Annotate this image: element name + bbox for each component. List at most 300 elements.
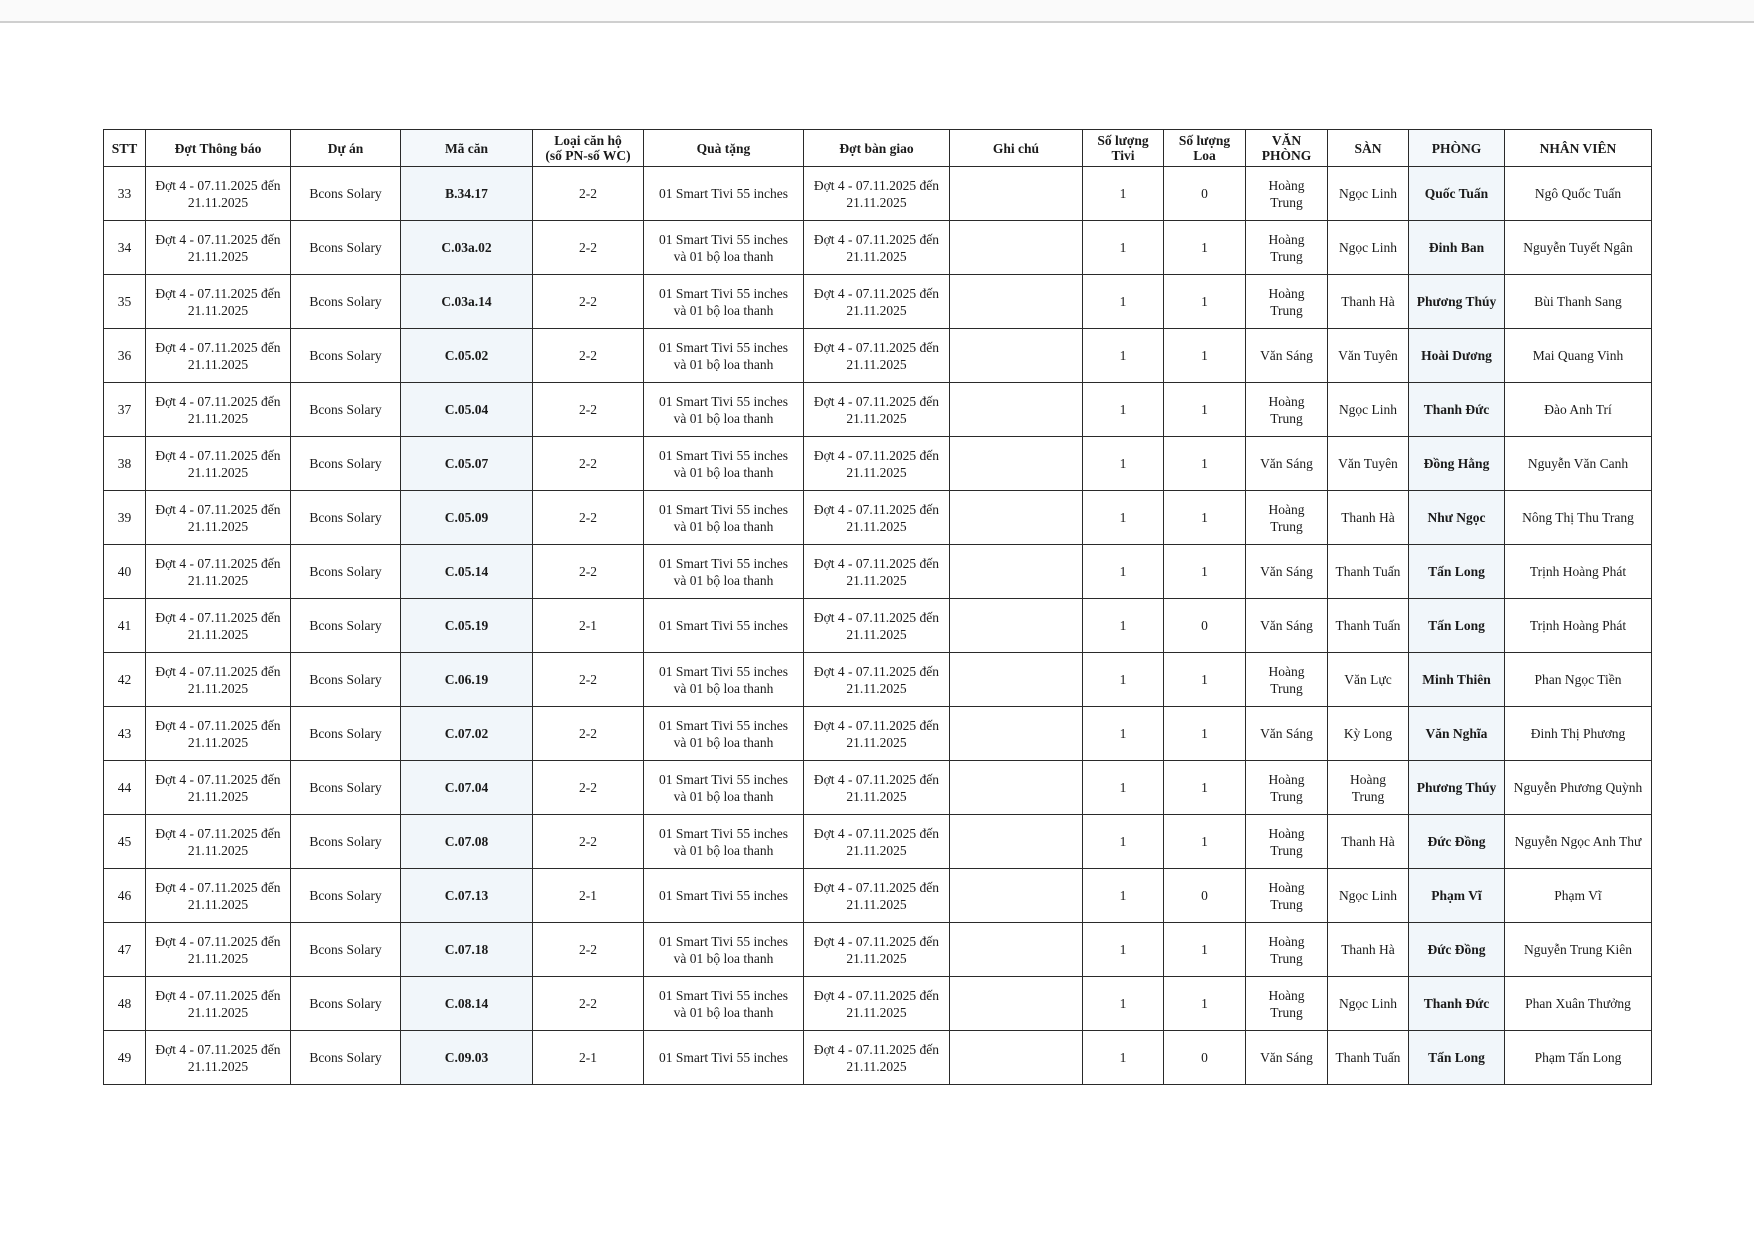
cell-ghi-chu <box>950 383 1083 437</box>
san-line1: Thanh Hà <box>1341 834 1395 849</box>
cell-nhan-vien: Nguyễn Văn Canh <box>1505 437 1652 491</box>
dot-bg-line2: 21.11.2025 <box>846 356 907 372</box>
cell-nhan-vien: Phạm Tấn Long <box>1505 1031 1652 1085</box>
dot-tb-line1: Đợt 4 - 07.11.2025 đến <box>155 555 281 571</box>
cell-sl-loa: 1 <box>1164 761 1246 815</box>
cell-dot-thong-bao <box>146 329 291 383</box>
cell-san <box>1328 383 1409 437</box>
cell-san <box>1328 923 1409 977</box>
cell-loai-can-ho: 2-1 <box>533 1031 644 1085</box>
cell-dot-ban-giao <box>804 329 950 383</box>
header-sl-tivi <box>1083 130 1164 167</box>
dot-bg-line2: 21.11.2025 <box>846 842 907 858</box>
cell-qua-tang <box>644 221 804 275</box>
qua-line1: 01 Smart Tivi 55 inches <box>658 771 788 787</box>
qua-line1: 01 Smart Tivi 55 inches <box>658 555 788 571</box>
cell-ma-can: C.07.02 <box>401 707 533 761</box>
qua-line2: và 01 bộ loa thanh <box>673 518 774 534</box>
vp-line1: Hoàng <box>1268 771 1305 787</box>
header-stt: STT <box>104 130 146 167</box>
cell-sl-loa: 1 <box>1164 923 1246 977</box>
cell-nhan-vien: Phan Xuân Thưởng <box>1505 977 1652 1031</box>
cell-nhan-vien: Phan Ngọc Tiền <box>1505 653 1652 707</box>
cell-san <box>1328 977 1409 1031</box>
cell-loai-can-ho: 2-2 <box>533 653 644 707</box>
dot-tb-line2: 21.11.2025 <box>187 896 249 912</box>
cell-qua-tang <box>644 923 804 977</box>
cell-van-phong <box>1246 761 1328 815</box>
cell-ma-can: C.09.03 <box>401 1031 533 1085</box>
qua-line2: và 01 bộ loa thanh <box>673 302 774 318</box>
cell-stt: 37 <box>104 383 146 437</box>
cell-ghi-chu <box>950 761 1083 815</box>
qua-line2: và 01 bộ loa thanh <box>673 950 774 966</box>
cell-ghi-chu <box>950 815 1083 869</box>
cell-du-an: Bcons Solary <box>291 383 401 437</box>
cell-du-an: Bcons Solary <box>291 221 401 275</box>
san-line1: Thanh Tuấn <box>1335 564 1401 579</box>
dot-tb-line1: Đợt 4 - 07.11.2025 đến <box>155 663 281 679</box>
cell-dot-ban-giao <box>804 815 950 869</box>
cell-qua-tang <box>644 599 804 653</box>
cell-ma-can: C.03a.14 <box>401 275 533 329</box>
dot-bg-line2: 21.11.2025 <box>846 518 907 534</box>
dot-bg-line2: 21.11.2025 <box>846 896 907 912</box>
cell-sl-tivi: 1 <box>1083 923 1164 977</box>
vp-line2: Trung <box>1270 194 1303 210</box>
cell-ma-can: C.05.07 <box>401 437 533 491</box>
cell-stt: 34 <box>104 221 146 275</box>
cell-phong: Phương Thúy <box>1409 761 1505 815</box>
cell-dot-thong-bao <box>146 437 291 491</box>
qua-line2: và 01 bộ loa thanh <box>673 356 774 372</box>
san-line1: Ngọc Linh <box>1338 240 1398 255</box>
cell-loai-can-ho: 2-2 <box>533 221 644 275</box>
cell-sl-tivi: 1 <box>1083 167 1164 221</box>
cell-san <box>1328 167 1409 221</box>
header-loa-line1: Số lượng <box>1178 133 1231 148</box>
cell-sl-tivi: 1 <box>1083 491 1164 545</box>
cell-san <box>1328 653 1409 707</box>
table-row <box>104 275 1652 329</box>
cell-ghi-chu <box>950 653 1083 707</box>
cell-du-an: Bcons Solary <box>291 545 401 599</box>
cell-van-phong <box>1246 437 1328 491</box>
cell-sl-loa: 0 <box>1164 167 1246 221</box>
cell-nhan-vien: Bùi Thanh Sang <box>1505 275 1652 329</box>
dot-tb-line1: Đợt 4 - 07.11.2025 đến <box>155 933 281 949</box>
dot-bg-line2: 21.11.2025 <box>846 788 907 804</box>
cell-sl-tivi: 1 <box>1083 815 1164 869</box>
vp-line1: Hoàng <box>1268 933 1305 949</box>
header-phong: PHÒNG <box>1409 130 1505 167</box>
cell-nhan-vien: Trịnh Hoàng Phát <box>1505 545 1652 599</box>
dot-tb-line2: 21.11.2025 <box>187 1004 249 1020</box>
cell-dot-thong-bao <box>146 221 291 275</box>
vp-line2: Trung <box>1270 248 1303 264</box>
cell-nhan-vien: Nguyễn Tuyết Ngân <box>1505 221 1652 275</box>
cell-loai-can-ho: 2-1 <box>533 869 644 923</box>
cell-loai-can-ho: 2-2 <box>533 437 644 491</box>
dot-bg-line1: Đợt 4 - 07.11.2025 đến <box>813 825 940 841</box>
cell-stt: 44 <box>104 761 146 815</box>
cell-loai-can-ho: 2-2 <box>533 815 644 869</box>
cell-stt: 46 <box>104 869 146 923</box>
cell-dot-thong-bao <box>146 383 291 437</box>
vp-line2: Trung <box>1270 302 1303 318</box>
vp-line2: Trung <box>1270 950 1303 966</box>
dot-tb-line1: Đợt 4 - 07.11.2025 đến <box>155 987 281 1003</box>
cell-sl-tivi: 1 <box>1083 869 1164 923</box>
header-du-an: Dự án <box>291 130 401 167</box>
cell-sl-loa: 1 <box>1164 437 1246 491</box>
cell-du-an: Bcons Solary <box>291 167 401 221</box>
cell-qua-tang <box>644 383 804 437</box>
cell-ghi-chu <box>950 491 1083 545</box>
san-line1: Văn Tuyên <box>1338 456 1398 471</box>
cell-ghi-chu <box>950 275 1083 329</box>
qua-line1: 01 Smart Tivi 55 inches <box>658 663 788 679</box>
table-row <box>104 977 1652 1031</box>
vp-line1: Hoàng <box>1268 987 1305 1003</box>
cell-dot-thong-bao <box>146 599 291 653</box>
cell-qua-tang <box>644 653 804 707</box>
header-loai-line2: (số PN-số WC) <box>545 148 631 163</box>
header-vp-line1: VĂN <box>1271 133 1302 148</box>
cell-dot-ban-giao <box>804 761 950 815</box>
cell-phong: Thanh Đức <box>1409 383 1505 437</box>
cell-ghi-chu <box>950 221 1083 275</box>
dot-bg-line2: 21.11.2025 <box>846 950 907 966</box>
dot-bg-line2: 21.11.2025 <box>846 302 907 318</box>
cell-san <box>1328 545 1409 599</box>
san-line1: Thanh Tuấn <box>1335 618 1401 633</box>
cell-phong: Tấn Long <box>1409 545 1505 599</box>
qua-line1: 01 Smart Tivi 55 inches <box>658 447 788 463</box>
cell-sl-tivi: 1 <box>1083 761 1164 815</box>
cell-van-phong <box>1246 977 1328 1031</box>
table-row <box>104 545 1652 599</box>
header-loa-line2: Loa <box>1193 148 1216 163</box>
cell-sl-tivi: 1 <box>1083 545 1164 599</box>
cell-nhan-vien: Phạm Vĩ <box>1505 869 1652 923</box>
dot-bg-line2: 21.11.2025 <box>846 1058 907 1074</box>
vp-line1: Hoàng <box>1268 285 1305 301</box>
header-nhan-vien: NHÂN VIÊN <box>1505 130 1652 167</box>
cell-nhan-vien: Ngô Quốc Tuấn <box>1505 167 1652 221</box>
cell-qua-tang <box>644 761 804 815</box>
qua-line2: và 01 bộ loa thanh <box>673 788 774 804</box>
cell-van-phong <box>1246 599 1328 653</box>
header-dot-thong-bao: Đợt Thông báo <box>146 130 291 167</box>
cell-stt: 35 <box>104 275 146 329</box>
cell-sl-loa: 0 <box>1164 1031 1246 1085</box>
cell-qua-tang <box>644 167 804 221</box>
cell-ma-can: C.07.04 <box>401 761 533 815</box>
qua-line1: 01 Smart Tivi 55 inches <box>658 501 788 517</box>
header-ghi-chu: Ghi chú <box>950 130 1083 167</box>
cell-du-an: Bcons Solary <box>291 491 401 545</box>
dot-tb-line2: 21.11.2025 <box>187 734 249 750</box>
vp-line2: Trung <box>1270 410 1303 426</box>
cell-sl-tivi: 1 <box>1083 437 1164 491</box>
cell-du-an: Bcons Solary <box>291 923 401 977</box>
cell-van-phong <box>1246 491 1328 545</box>
cell-phong: Hoài Dương <box>1409 329 1505 383</box>
cell-ma-can: C.03a.02 <box>401 221 533 275</box>
cell-sl-tivi: 1 <box>1083 707 1164 761</box>
cell-phong: Văn Nghĩa <box>1409 707 1505 761</box>
cell-sl-tivi: 1 <box>1083 329 1164 383</box>
qua-line2: và 01 bộ loa thanh <box>673 680 774 696</box>
san-line1: Ngọc Linh <box>1338 996 1398 1011</box>
cell-ghi-chu <box>950 167 1083 221</box>
cell-phong: Minh Thiên <box>1409 653 1505 707</box>
qua-line1: 01 Smart Tivi 55 inches <box>658 1050 788 1065</box>
cell-nhan-vien: Đào Anh Trí <box>1505 383 1652 437</box>
qua-line2: và 01 bộ loa thanh <box>673 572 774 588</box>
dot-tb-line1: Đợt 4 - 07.11.2025 đến <box>155 1041 281 1057</box>
dot-tb-line2: 21.11.2025 <box>187 626 249 642</box>
cell-dot-ban-giao <box>804 221 950 275</box>
cell-qua-tang <box>644 707 804 761</box>
cell-phong: Đồng Hằng <box>1409 437 1505 491</box>
cell-san <box>1328 437 1409 491</box>
dot-bg-line1: Đợt 4 - 07.11.2025 đến <box>813 771 940 787</box>
cell-nhan-vien: Nguyễn Phương Quỳnh <box>1505 761 1652 815</box>
vp-line1: Văn Sáng <box>1260 618 1313 633</box>
san-line1: Thanh Hà <box>1341 942 1395 957</box>
cell-dot-thong-bao <box>146 1031 291 1085</box>
cell-nhan-vien: Nông Thị Thu Trang <box>1505 491 1652 545</box>
cell-ma-can: C.05.02 <box>401 329 533 383</box>
cell-qua-tang <box>644 545 804 599</box>
qua-line1: 01 Smart Tivi 55 inches <box>658 231 788 247</box>
cell-sl-tivi: 1 <box>1083 383 1164 437</box>
scan-line <box>0 21 1754 23</box>
cell-stt: 38 <box>104 437 146 491</box>
qua-line1: 01 Smart Tivi 55 inches <box>658 393 788 409</box>
dot-tb-line1: Đợt 4 - 07.11.2025 đến <box>155 771 281 787</box>
dot-bg-line2: 21.11.2025 <box>846 194 907 210</box>
header-loai-line1: Loại căn hộ <box>554 133 622 148</box>
qua-line1: 01 Smart Tivi 55 inches <box>658 339 788 355</box>
cell-stt: 43 <box>104 707 146 761</box>
dot-tb-line2: 21.11.2025 <box>187 950 249 966</box>
cell-stt: 48 <box>104 977 146 1031</box>
cell-nhan-vien: Mai Quang Vinh <box>1505 329 1652 383</box>
cell-van-phong <box>1246 383 1328 437</box>
cell-sl-tivi: 1 <box>1083 653 1164 707</box>
vp-line1: Văn Sáng <box>1260 1050 1313 1065</box>
qua-line1: 01 Smart Tivi 55 inches <box>658 618 788 633</box>
cell-loai-can-ho: 2-2 <box>533 167 644 221</box>
san-line1: Kỳ Long <box>1343 726 1393 741</box>
cell-phong: Đinh Ban <box>1409 221 1505 275</box>
cell-ma-can: C.05.09 <box>401 491 533 545</box>
dot-tb-line1: Đợt 4 - 07.11.2025 đến <box>155 879 281 895</box>
scan-edge <box>0 0 1754 21</box>
dot-bg-line2: 21.11.2025 <box>846 464 907 480</box>
cell-san <box>1328 1031 1409 1085</box>
header-loai-can-ho <box>533 130 644 167</box>
cell-dot-thong-bao <box>146 653 291 707</box>
cell-loai-can-ho: 2-2 <box>533 707 644 761</box>
dot-bg-line1: Đợt 4 - 07.11.2025 đến <box>813 879 940 895</box>
vp-line1: Hoàng <box>1268 663 1305 679</box>
cell-sl-tivi: 1 <box>1083 221 1164 275</box>
cell-du-an: Bcons Solary <box>291 707 401 761</box>
header-ma-can: Mã căn <box>401 130 533 167</box>
cell-du-an: Bcons Solary <box>291 653 401 707</box>
dot-tb-line2: 21.11.2025 <box>187 302 249 318</box>
dot-bg-line2: 21.11.2025 <box>846 1004 907 1020</box>
cell-ghi-chu <box>950 923 1083 977</box>
dot-bg-line1: Đợt 4 - 07.11.2025 đến <box>813 339 940 355</box>
dot-tb-line2: 21.11.2025 <box>187 572 249 588</box>
qua-line1: 01 Smart Tivi 55 inches <box>658 717 788 733</box>
cell-van-phong <box>1246 275 1328 329</box>
cell-san <box>1328 869 1409 923</box>
cell-ghi-chu <box>950 977 1083 1031</box>
vp-line2: Trung <box>1270 680 1303 696</box>
cell-qua-tang <box>644 329 804 383</box>
qua-line2: và 01 bộ loa thanh <box>673 464 774 480</box>
cell-stt: 47 <box>104 923 146 977</box>
dot-tb-line2: 21.11.2025 <box>187 410 249 426</box>
dot-tb-line2: 21.11.2025 <box>187 356 249 372</box>
cell-ma-can: C.05.04 <box>401 383 533 437</box>
cell-du-an: Bcons Solary <box>291 437 401 491</box>
san-line1: Văn Lực <box>1344 672 1392 687</box>
cell-ghi-chu <box>950 869 1083 923</box>
cell-dot-ban-giao <box>804 923 950 977</box>
table-row <box>104 167 1652 221</box>
dot-bg-line2: 21.11.2025 <box>846 626 907 642</box>
dot-tb-line1: Đợt 4 - 07.11.2025 đến <box>155 825 281 841</box>
cell-ma-can: C.07.13 <box>401 869 533 923</box>
table-row <box>104 1031 1652 1085</box>
vp-line1: Hoàng <box>1268 825 1305 841</box>
cell-dot-ban-giao <box>804 383 950 437</box>
table-row <box>104 599 1652 653</box>
cell-dot-thong-bao <box>146 761 291 815</box>
dot-tb-line1: Đợt 4 - 07.11.2025 đến <box>155 339 281 355</box>
dot-tb-line1: Đợt 4 - 07.11.2025 đến <box>155 447 281 463</box>
cell-loai-can-ho: 2-2 <box>533 329 644 383</box>
dot-bg-line2: 21.11.2025 <box>846 680 907 696</box>
cell-stt: 39 <box>104 491 146 545</box>
cell-dot-thong-bao <box>146 869 291 923</box>
cell-ma-can: C.07.18 <box>401 923 533 977</box>
cell-sl-loa: 1 <box>1164 545 1246 599</box>
cell-sl-loa: 1 <box>1164 491 1246 545</box>
dot-tb-line2: 21.11.2025 <box>187 248 249 264</box>
cell-sl-loa: 1 <box>1164 653 1246 707</box>
cell-qua-tang <box>644 977 804 1031</box>
header-dot-ban-giao: Đợt bàn giao <box>804 130 950 167</box>
cell-qua-tang <box>644 275 804 329</box>
vp-line1: Văn Sáng <box>1260 348 1313 363</box>
dot-tb-line2: 21.11.2025 <box>187 680 249 696</box>
dot-bg-line1: Đợt 4 - 07.11.2025 đến <box>813 717 940 733</box>
dot-tb-line2: 21.11.2025 <box>187 788 249 804</box>
cell-loai-can-ho: 2-2 <box>533 761 644 815</box>
dot-bg-line1: Đợt 4 - 07.11.2025 đến <box>813 393 940 409</box>
cell-ma-can: B.34.17 <box>401 167 533 221</box>
dot-tb-line2: 21.11.2025 <box>187 1058 249 1074</box>
dot-bg-line1: Đợt 4 - 07.11.2025 đến <box>813 177 940 193</box>
cell-van-phong <box>1246 167 1328 221</box>
cell-du-an: Bcons Solary <box>291 599 401 653</box>
table-row <box>104 653 1652 707</box>
cell-dot-thong-bao <box>146 923 291 977</box>
cell-loai-can-ho: 2-2 <box>533 383 644 437</box>
cell-sl-loa: 1 <box>1164 977 1246 1031</box>
cell-ma-can: C.05.19 <box>401 599 533 653</box>
cell-dot-ban-giao <box>804 707 950 761</box>
cell-van-phong <box>1246 545 1328 599</box>
dot-tb-line1: Đợt 4 - 07.11.2025 đến <box>155 717 281 733</box>
dot-bg-line1: Đợt 4 - 07.11.2025 đến <box>813 447 940 463</box>
cell-van-phong <box>1246 923 1328 977</box>
cell-van-phong <box>1246 221 1328 275</box>
vp-line2: Trung <box>1270 788 1303 804</box>
table-row <box>104 923 1652 977</box>
cell-sl-loa: 0 <box>1164 599 1246 653</box>
dot-tb-line2: 21.11.2025 <box>187 518 249 534</box>
cell-van-phong <box>1246 1031 1328 1085</box>
header-row <box>104 130 1652 167</box>
vp-line1: Hoàng <box>1268 879 1305 895</box>
cell-loai-can-ho: 2-2 <box>533 545 644 599</box>
cell-dot-ban-giao <box>804 653 950 707</box>
cell-nhan-vien: Nguyễn Ngọc Anh Thư <box>1505 815 1652 869</box>
vp-line1: Hoàng <box>1268 501 1305 517</box>
cell-nhan-vien: Trịnh Hoàng Phát <box>1505 599 1652 653</box>
cell-ghi-chu <box>950 437 1083 491</box>
vp-line1: Hoàng <box>1268 177 1305 193</box>
cell-phong: Tấn Long <box>1409 599 1505 653</box>
header-san: SÀN <box>1328 130 1409 167</box>
header-van-phong <box>1246 130 1328 167</box>
dot-bg-line1: Đợt 4 - 07.11.2025 đến <box>813 231 940 247</box>
cell-van-phong <box>1246 707 1328 761</box>
table-row <box>104 437 1652 491</box>
cell-du-an: Bcons Solary <box>291 761 401 815</box>
dot-tb-line1: Đợt 4 - 07.11.2025 đến <box>155 501 281 517</box>
cell-san <box>1328 491 1409 545</box>
cell-phong: Đức Đồng <box>1409 815 1505 869</box>
cell-stt: 36 <box>104 329 146 383</box>
dot-tb-line1: Đợt 4 - 07.11.2025 đến <box>155 609 281 625</box>
cell-ghi-chu <box>950 545 1083 599</box>
table-row <box>104 869 1652 923</box>
table-row <box>104 221 1652 275</box>
cell-loai-can-ho: 2-2 <box>533 275 644 329</box>
dot-bg-line1: Đợt 4 - 07.11.2025 đến <box>813 285 940 301</box>
cell-van-phong <box>1246 869 1328 923</box>
dot-bg-line2: 21.11.2025 <box>846 410 907 426</box>
qua-line1: 01 Smart Tivi 55 inches <box>658 888 788 903</box>
cell-san <box>1328 599 1409 653</box>
vp-line1: Văn Sáng <box>1260 456 1313 471</box>
header-qua-tang: Quà tặng <box>644 130 804 167</box>
cell-loai-can-ho: 2-2 <box>533 923 644 977</box>
vp-line1: Văn Sáng <box>1260 726 1313 741</box>
qua-line2: và 01 bộ loa thanh <box>673 734 774 750</box>
cell-ghi-chu <box>950 599 1083 653</box>
